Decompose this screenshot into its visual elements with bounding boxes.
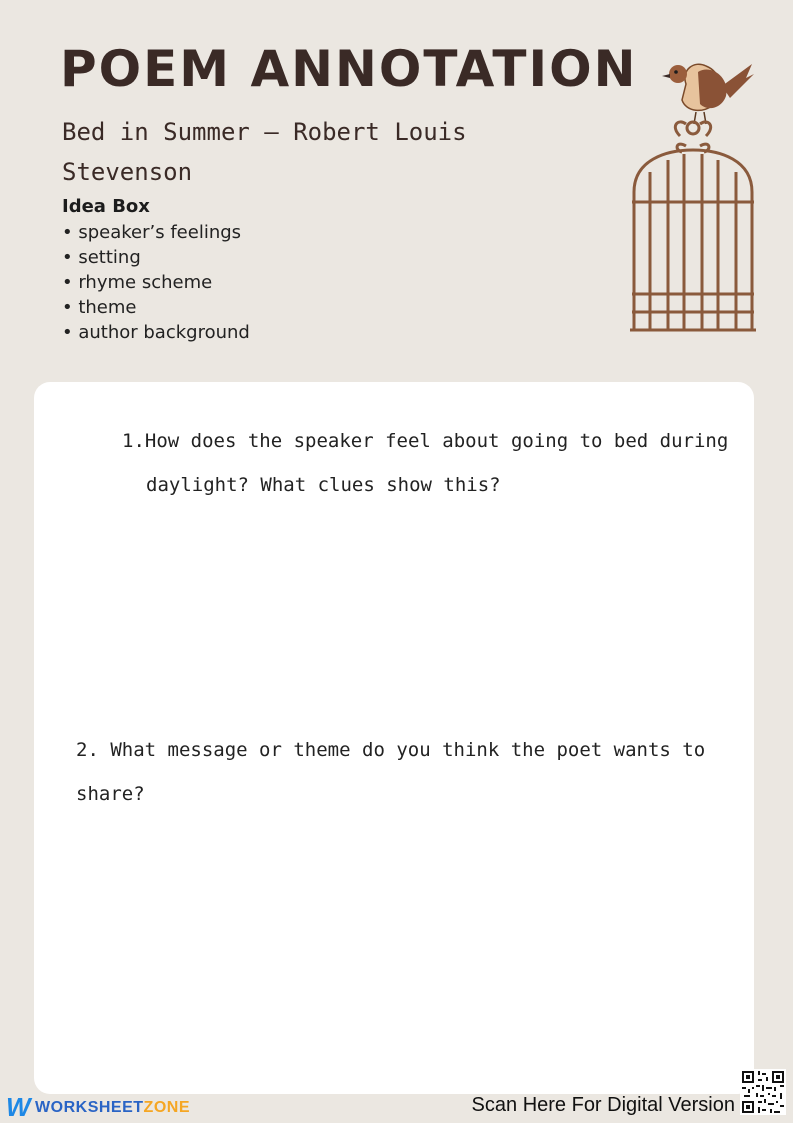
scan-text: Scan Here For Digital Version xyxy=(471,1094,735,1116)
page-title: POEM ANNOTATION xyxy=(60,40,638,98)
logo-text-part1: WORKSHEET xyxy=(35,1098,144,1116)
idea-item: • rhyme scheme xyxy=(62,270,250,295)
question-number: 2. xyxy=(76,739,99,761)
idea-item: • author background xyxy=(62,320,250,345)
cage-icon xyxy=(630,122,756,330)
qr-code-icon[interactable] xyxy=(740,1069,786,1115)
question-text: How does the speaker feel about going to bed during daylight? What clues show this? xyxy=(144,430,729,496)
bird-cage-illustration xyxy=(626,56,760,336)
question-card xyxy=(34,382,754,1094)
question-2 xyxy=(76,728,744,816)
logo-w-icon: W xyxy=(6,1092,32,1122)
idea-item: • theme xyxy=(62,295,250,320)
question-1 xyxy=(114,419,776,507)
worksheetzone-logo[interactable] xyxy=(6,1092,190,1123)
idea-item: • setting xyxy=(62,245,250,270)
poem-title: Bed in Summer — Robert Louis Stevenson xyxy=(62,118,467,186)
idea-box-title: Idea Box xyxy=(62,196,150,217)
idea-box-list xyxy=(62,220,250,345)
question-number: 1. xyxy=(122,430,145,452)
question-text: What message or theme do you think the poet wants to share? xyxy=(76,739,706,805)
logo-text-part2: ZONE xyxy=(143,1098,190,1116)
idea-item: • speaker’s feelings xyxy=(62,220,250,245)
bird-icon xyxy=(662,64,754,124)
